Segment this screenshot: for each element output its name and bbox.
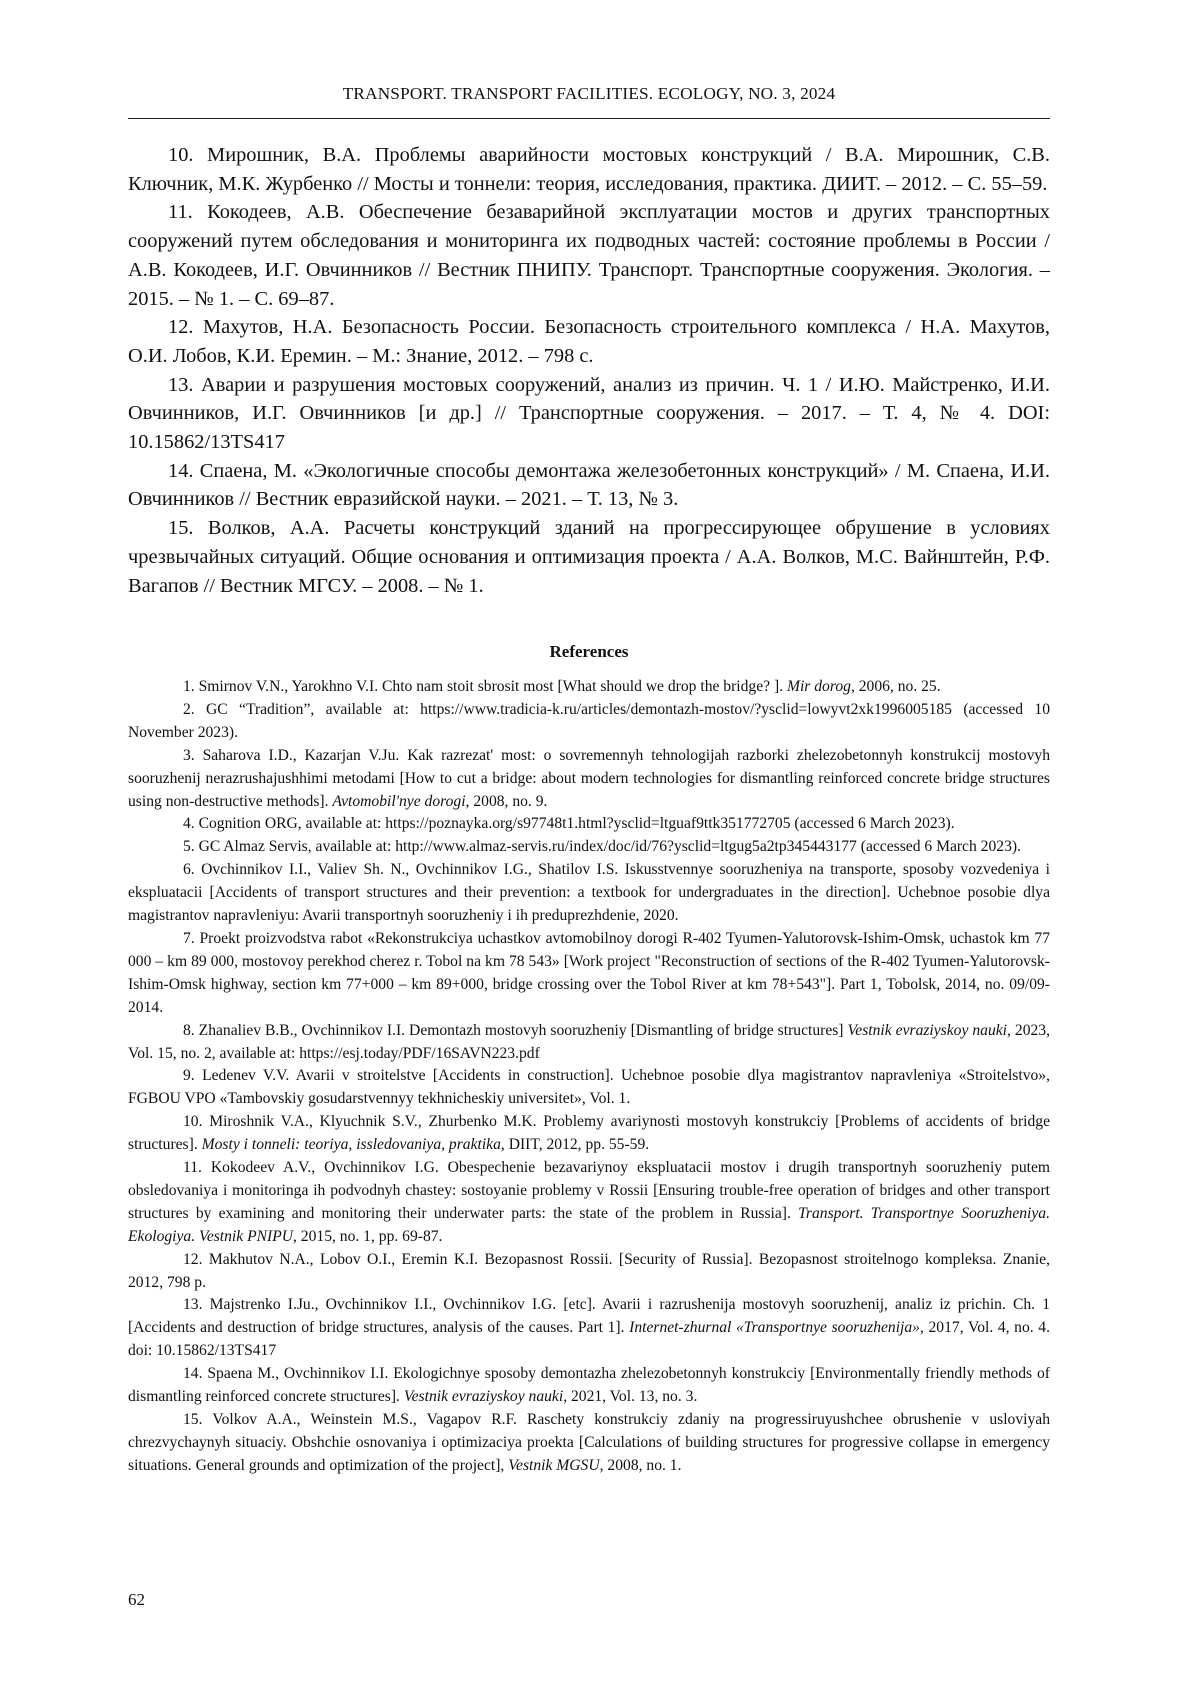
reference-en-13: 13. Majstrenko I.Ju., Ovchinnikov I.I., Ovchinnikov I.G. [etc]. Avarii i razrushenija mostovyh sooruzhenij, analiz iz prichin. Ch. 1 [Accidents and destruction of bridge structures, analysis of the causes. Part 1]. Internet-zhurnal «Transportnye sooruzhenija», 2017, Vol. 4, no. 4. doi: 10.15862/13TS417 xyxy=(128,1296,1050,1360)
reference-ru-14: 14. Спаена, М. «Экологичные способы демонтажа железобетонных конструкций» / М. Спаена, И.И. Овчинников // Вестник евразийской науки. – 2021. – Т. 13, № 3. xyxy=(128,459,1050,511)
reference-en-1: 1. Smirnov V.N., Yarokhno V.I. Chto nam stoit sbrosit most [What should we drop the bridge? ]. Mir dorog, 2006, no. 25. xyxy=(183,678,941,695)
reference-en-14: 14. Spaena M., Ovchinnikov I.I. Ekologichnye sposoby demontazha zhelezobetonnyh konstrukciy [Environmentally friendly methods of dismantling reinforced concrete structures]. Vestnik evraziyskoy nauki, 2021, Vol. 13, no. 3. xyxy=(128,1365,1050,1406)
reference-en-5: 5. GC Almaz Servis, available at: http://www.almaz-servis.ru/index/doc/id/76?ysclid=ltgug5a2tp345443177 (accessed 6 March 2023). xyxy=(183,838,1021,856)
reference-ru-11: 11. Кокодеев, А.В. Обеспечение безаварийной эксплуатации мостов и других транспортных сооружений путем обследования и мониторинга их подводных частей: состояние проблемы в России / А.В. Кокодеев, И.Г. Овчинников // Вестник ПНИПУ. Транспорт. Транспортные сооружения. Экология. – 2015. – № 1. – С. 69–87. xyxy=(128,201,1050,310)
reference-en-6: 6. Ovchinnikov I.I., Valiev Sh. N., Ovchinnikov I.G., Shatilov I.S. Iskusstvennye sooruzheniya na transporte, sposoby vozvedeniya i ekspluatacii [Accidents of transport structures and their prevention: a textbook for undergraduates in the direction]. Uchebnoe posobie dlya magistrantov napravleniyu: Avarii transportnyh sooruzheniy i ih preduprezhdenie, 2020. xyxy=(128,861,1050,925)
reference-en-3: 3. Saharova I.D., Kazarjan V.Ju. Kak razrezat' most: o sovremennyh tehnologijah razborki zhelezobetonnyh konstrukcij mostovyh sooruzhenij nerazrushajushhimi metodami [How to cut a bridge: about modern technologies for dismantling reinforced concrete bridge structures using non-destructive methods]. Avtomobil'nye dorogi, 2008, no. 9. xyxy=(128,746,1050,810)
reference-ru-12: 12. Махутов, Н.А. Безопасность России. Безопасность строительного комплекса / Н.А. Махутов, О.И. Лобов, К.И. Еремин. – М.: Знание, 2012. – 798 с. xyxy=(128,316,1050,367)
russian-reference-list xyxy=(128,141,1050,600)
running-header: TRANSPORT. TRANSPORT FACILITIES. ECOLOGY, NO. 3, 2024 xyxy=(342,84,836,103)
reference-en-7: 7. Proekt proizvodstva rabot «Rekonstrukciya uchastkov avtomobilnoy dorogi R-402 Tyumen-Yalutorovsk-Ishim-Omsk, uchastok km 77 000 – km 89 000, mostovoy perekhod cherez r. Tobol na km 78 543» [Work project "Reconstruction of sections of the R-402 Tyumen-Yalutorovsk-Ishim-Omsk highway, section km 77+000 – km 89+000, bridge crossing over the Tobol River at km 78+543"]. Part 1, Tobolsk, 2014, no. 09/09-2014. xyxy=(128,929,1050,1016)
reference-en-10: 10. Miroshnik V.A., Klyuchnik S.V., Zhurbenko M.K. Problemy avariynosti mostovyh konstrukciy [Problems of accidents of bridge structures]. Mosty i tonneli: teoriya, issledovaniya, praktika, DIIT, 2012, pp. 55-59. xyxy=(128,1113,1050,1154)
reference-en-12: 12. Makhutov N.A., Lobov O.I., Eremin K.I. Bezopasnost Rossii. [Security of Russia]. Bezopasnost stroitelnogo kompleksa. Znanie, 2012, 798 p. xyxy=(128,1250,1050,1291)
header-divider xyxy=(128,118,1050,119)
reference-ru-10: 10. Мирошник, В.А. Проблемы аварийности мостовых конструкций / В.А. Мирошник, С.В. Ключник, М.К. Журбенко // Мосты и тоннели: теория, исследования, практика. ДИИТ. – 2012. – С. 55–59. xyxy=(128,144,1050,195)
reference-en-8: 8. Zhanaliev B.B., Ovchinnikov I.I. Demontazh mostovyh sooruzheniy [Dismantling of bridge structures] Vestnik evraziyskoy nauki, 2023, Vol. 15, no. 2, available at: https://esj.today/PDF/16SAVN223.pdf xyxy=(128,1021,1050,1062)
reference-en-15: 15. Volkov A.A., Weinstein M.S., Vagapov R.F. Raschety konstrukciy zdaniy na progressiruyushchee obrushenie v usloviyah chrezvychaynyh situaciy. Obshchie osnovaniya i optimizaciya proekta [Calculations of building structures for progressive collapse in emergency situations. General grounds and optimization of the project], Vestnik MGSU, 2008, no. 1. xyxy=(128,1411,1050,1474)
reference-en-9: 9. Ledenev V.V. Avarii v stroitelstve [Accidents in construction]. Uchebnoe posobie dlya magistrantov napravleniya «Stroitelstvo», FGBOU VPO «Tambovskiy gosudarstvennyy tekhnicheskiy universitet», Vol. 1. xyxy=(128,1067,1050,1108)
reference-en-11: 11. Kokodeev A.V., Ovchinnikov I.G. Obespechenie bezavariynoy ekspluatacii mostov i drugih transportnyh sooruzheniy putem obsledovaniya i monitoringa ih podvodnyh chastey: sostoyanie problemy v Rossii [Ensuring trouble-free operation of bridges and other transport structures by examining and monitoring their underwater parts: the state of the problem in Russia]. Transport. Transportnye Sooruzheniya. Ekologiya. Vestnik PNIPU, 2015, no. 1, pp. 69-87. xyxy=(128,1159,1050,1245)
reference-ru-13: 13. Аварии и разрушения мостовых сооружений, анализ из причин. Ч. 1 / И.Ю. Майстренко, И.И. Овчинников, И.Г. Овчинников [и др.] // Транспортные сооружения. – 2017. – Т. 4, № 4. DOI: 10.15862/13TS417 xyxy=(128,373,1050,454)
references-heading: References xyxy=(549,642,629,661)
english-reference-list xyxy=(128,676,1050,1478)
reference-en-2: 2. GC “Tradition”, available at: https://www.tradicia-k.ru/articles/demontazh-mostov/?ysclid=lowyvt2xk1996005185 (accessed 10 November 2023). xyxy=(128,700,1050,741)
reference-ru-15: 15. Волков, А.А. Расчеты конструкций зданий на прогрессирующее обрушение в условиях чрезвычайных ситуаций. Общие основания и оптимизация проекта / А.А. Волков, М.С. Вайнштейн, Р.Ф. Вагапов // Вестник МГСУ. – 2008. – № 1. xyxy=(128,517,1050,597)
reference-en-4: 4. Cognition ORG, available at: https://poznayka.org/s97748t1.html?ysclid=ltguaf9ttk351772705 (accessed 6 March 2023). xyxy=(183,815,955,833)
page-number: 62 xyxy=(128,1590,145,1609)
